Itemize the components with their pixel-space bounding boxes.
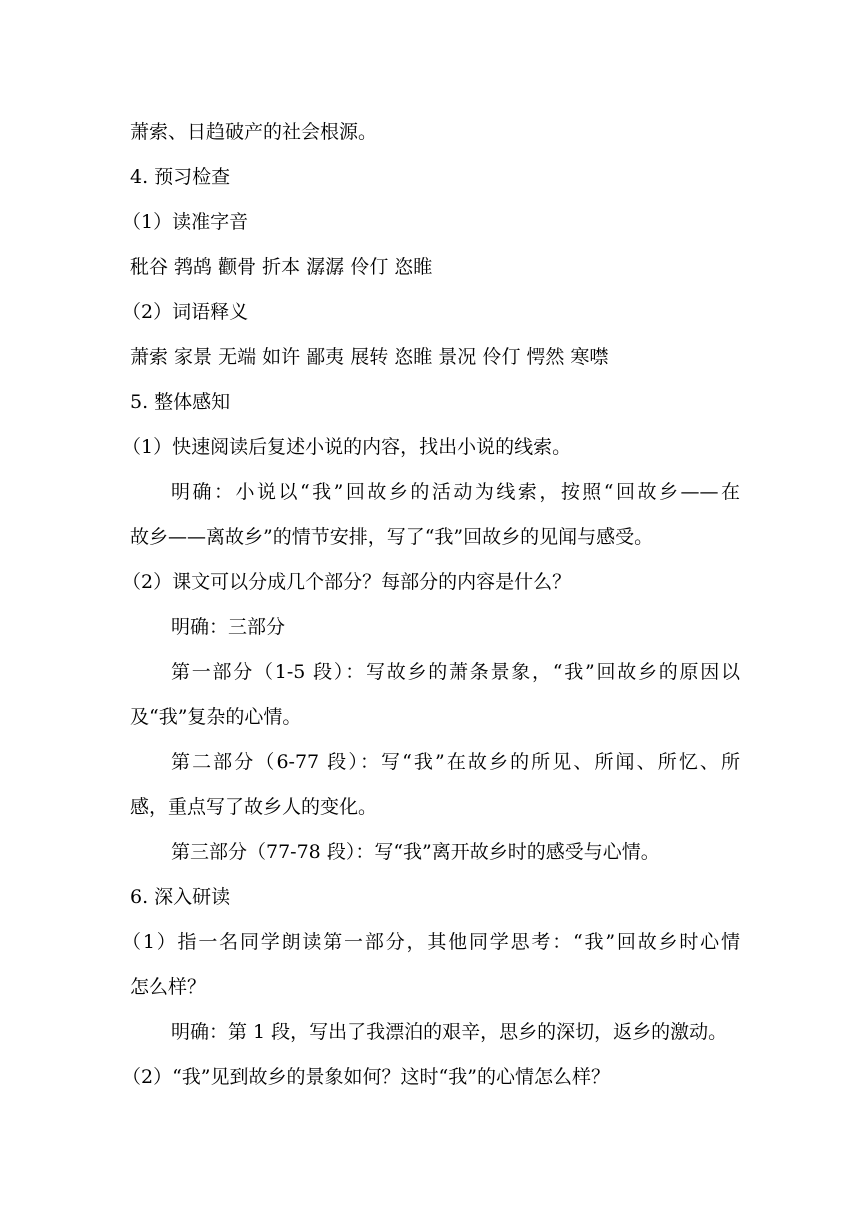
question-line: （1）指一名同学朗读第一部分，其他同学思考：“我”回故乡时心情 <box>122 931 740 953</box>
subsection-heading: （2）词语释义 <box>122 301 249 323</box>
answer-line: 故乡——离故乡”的情节安排，写了“我”回故乡的见闻与感受。 <box>130 526 654 548</box>
answer-line: 及“我”复杂的心情。 <box>130 706 302 728</box>
answer-line: 感，重点写了故乡人的变化。 <box>130 796 378 818</box>
answer-line: 第二部分（6-77 段）：写“我”在故乡的所见、所闻、所忆、所 <box>171 751 740 773</box>
answer-line: 明确：小说以“我”回故乡的活动为线索，按照“回故乡——在 <box>171 481 740 503</box>
answer-line: 明确：第 1 段，写出了我漂泊的艰辛，思乡的深切，返乡的激动。 <box>171 1021 728 1043</box>
answer-line: 第一部分（1-5 段）：写故乡的萧条景象，“我”回故乡的原因以 <box>171 661 740 683</box>
section-heading: 4. 预习检查 <box>130 166 231 188</box>
question-line: 怎么样？ <box>130 976 207 998</box>
question-line: （2）“我”见到故乡的景象如何？这时“我”的心情怎么样？ <box>122 1066 610 1088</box>
vocabulary-list: 萧索 家景 无端 如许 鄙夷 展转 恣睢 景况 伶仃 愕然 寒噤 <box>130 346 609 368</box>
paragraph-line: 萧索、日趋破产的社会根源。 <box>130 121 378 143</box>
question-line: （2）课文可以分成几个部分？每部分的内容是什么？ <box>122 571 572 593</box>
section-heading: 6. 深入研读 <box>130 886 231 908</box>
vocabulary-list: 秕谷 鹁鸪 颧骨 折本 潺潺 伶仃 恣睢 <box>130 256 433 278</box>
answer-line: 明确：三部分 <box>171 616 286 638</box>
question-line: （1）快速阅读后复述小说的内容，找出小说的线索。 <box>122 436 572 458</box>
section-heading: 5. 整体感知 <box>130 391 231 413</box>
subsection-heading: （1）读准字音 <box>122 211 249 233</box>
answer-line: 第三部分（77-78 段）：写“我”离开故乡时的感受与心情。 <box>171 841 660 863</box>
document-page <box>122 110 740 1100</box>
